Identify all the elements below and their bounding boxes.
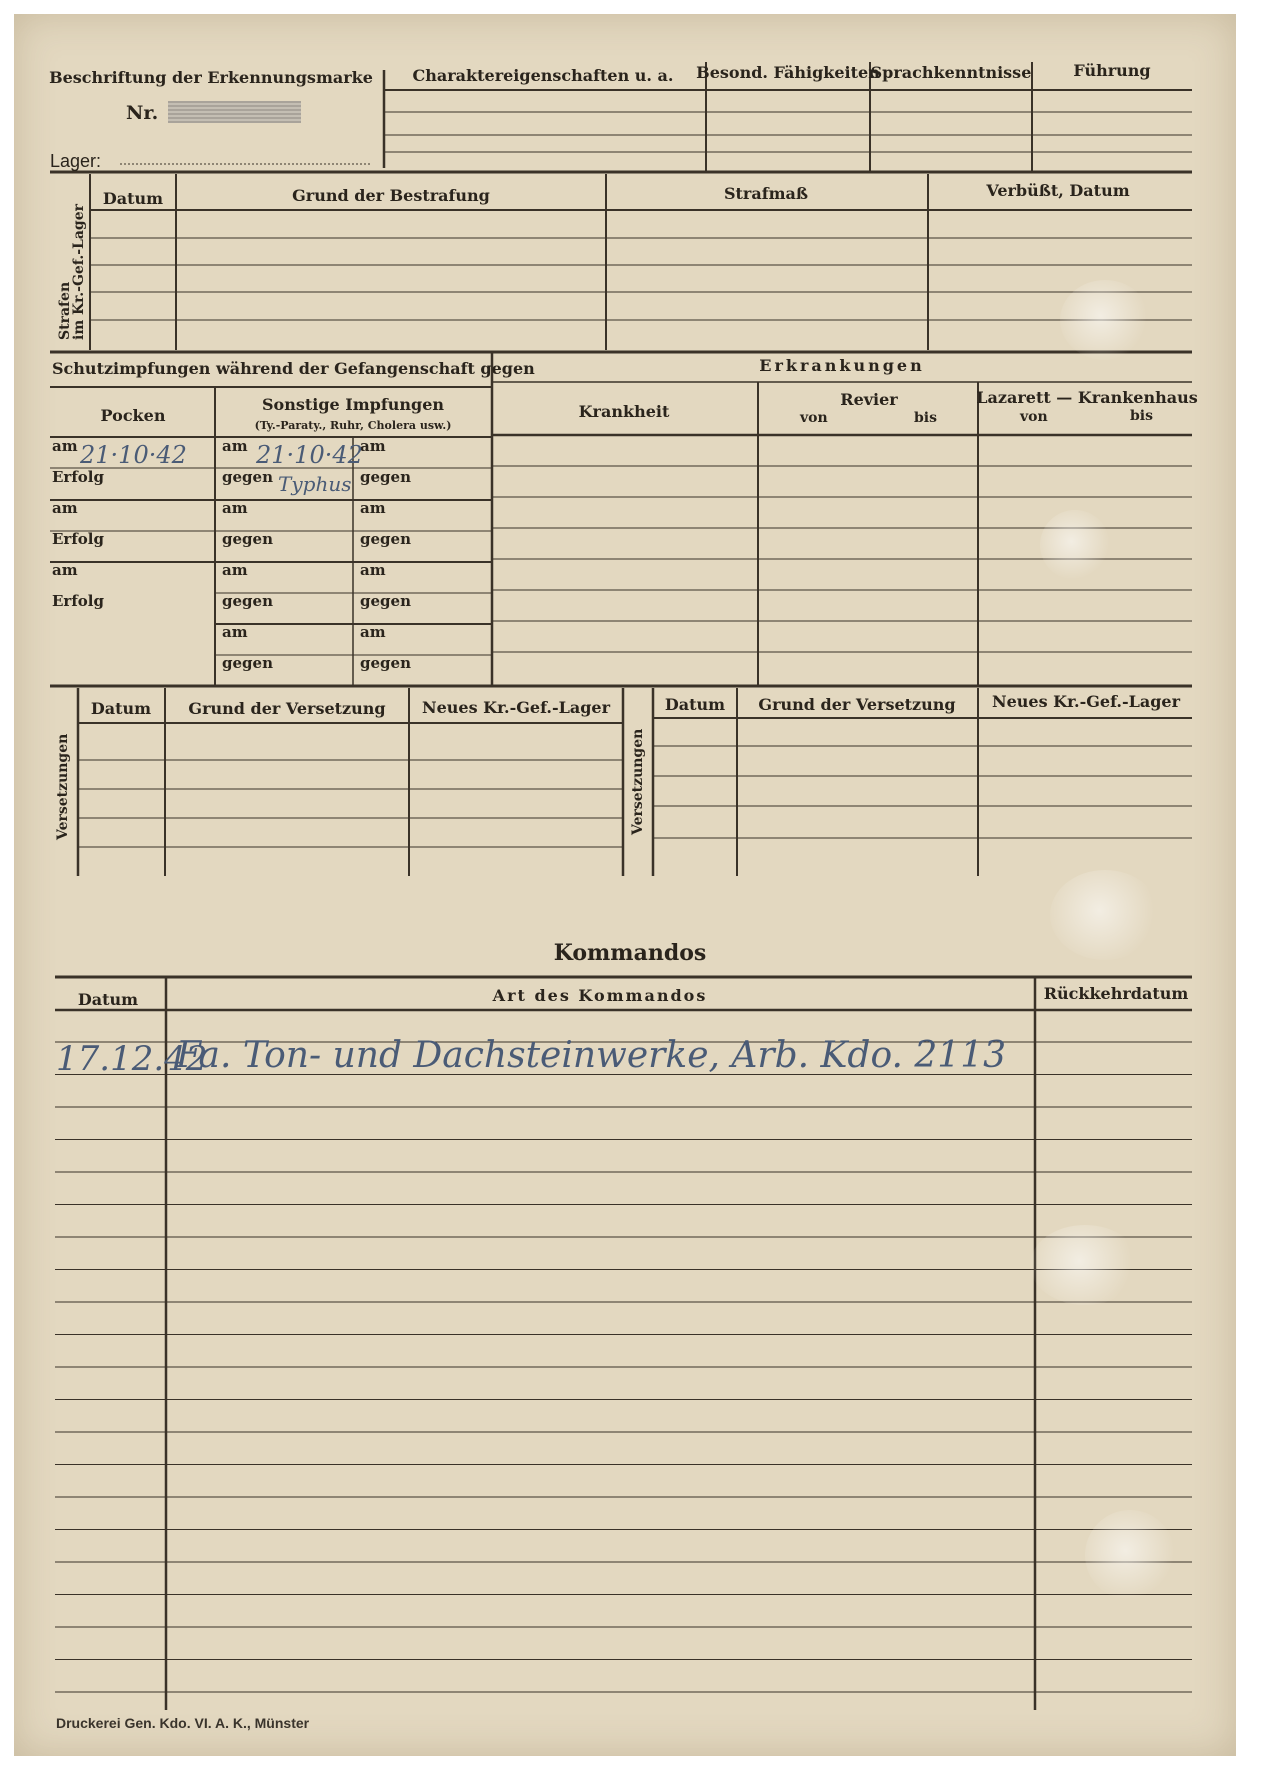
vaccination-success-label: Erfolg — [52, 468, 104, 486]
crease-dent — [1040, 510, 1110, 580]
commando-type-handwritten: Fa. Ton- und Dachsteinwerke, Arb. Kdo. 2113 — [176, 1035, 1007, 1076]
transfer-date-heading-right: Datum — [664, 695, 726, 714]
commandos-title: Kommandos — [553, 940, 707, 966]
vaccination-success-label: Erfolg — [52, 530, 104, 548]
conduct-heading: Führung — [1073, 61, 1151, 80]
tag-number-label: Nr. — [126, 102, 159, 124]
printer-imprint: Druckerei Gen. Kdo. VI. A. K., Münster — [56, 1715, 310, 1731]
vaccination-against-label: gegen — [360, 468, 411, 486]
hospital-heading: Lazarett — Krankenhaus — [976, 388, 1198, 407]
transfer-reason-heading-right: Grund der Versetzung — [758, 695, 956, 714]
sickbay-heading: Revier — [840, 390, 898, 409]
hospital-to: bis — [1130, 408, 1153, 424]
vaccination-against-label: gegen — [360, 654, 411, 672]
vaccinations-heading: Schutzimpfungen während der Gefangenschaft gegen — [52, 359, 535, 378]
transfer-new-camp-heading-right: Neues Kr.-Gef.-Lager — [991, 692, 1181, 711]
other-vaccination-date-handwritten: 21·10·42 — [256, 441, 363, 469]
other-vaccination-against-handwritten: Typhus — [278, 472, 352, 496]
languages-heading: Sprachkenntnisse — [870, 63, 1032, 82]
sickbay-from: von — [800, 410, 828, 426]
redacted-number — [168, 101, 301, 123]
vaccination-am-label: am — [222, 499, 248, 517]
sickbay-to: bis — [914, 410, 937, 426]
vaccination-against-label: gegen — [360, 530, 411, 548]
transfers-side-label-right: Versetzungen — [630, 728, 646, 835]
punishment-reason-heading: Grund der Bestrafung — [292, 186, 490, 205]
tag-inscription-heading: Beschriftung der Erkennungsmarke — [49, 68, 373, 87]
crease-dent — [1060, 280, 1150, 360]
transfer-date-heading-left: Datum — [90, 699, 152, 718]
vaccination-am-label: am — [360, 561, 386, 579]
crease-dent — [1085, 1510, 1175, 1600]
vaccination-against-label: gegen — [222, 592, 273, 610]
vaccination-against-label: gegen — [360, 592, 411, 610]
vaccination-against-label: gegen — [222, 654, 273, 672]
vaccination-am-label: am — [222, 623, 248, 641]
vaccination-am-label: am — [52, 561, 78, 579]
vaccination-am-label: am — [52, 499, 78, 517]
punishment-date-heading: Datum — [102, 189, 164, 208]
commando-type-heading: Art des Kommandos — [492, 986, 708, 1005]
skills-heading: Besond. Fähigkeiten — [696, 63, 880, 82]
commando-date-heading: Datum — [77, 990, 139, 1009]
vaccination-am-label: am — [222, 437, 248, 455]
crease-dent — [1050, 870, 1160, 960]
other-vaccinations-subheading: (Ty.-Paraty., Ruhr, Cholera usw.) — [254, 419, 452, 432]
vaccination-against-label: gegen — [222, 530, 273, 548]
vaccination-success-label: Erfolg — [52, 592, 104, 610]
transfer-reason-heading-left: Grund der Versetzung — [188, 699, 386, 718]
commando-return-heading: Rückkehrdatum — [1043, 984, 1189, 1003]
vaccination-am-label: am — [360, 499, 386, 517]
vaccination-against-label: gegen — [222, 468, 273, 486]
punishment-measure-heading: Strafmaß — [723, 184, 809, 203]
punishments-side-label: Strafen im Kr.-Gef.-Lager — [57, 203, 87, 340]
smallpox-heading: Pocken — [100, 406, 166, 425]
hospital-from: von — [1020, 409, 1048, 425]
character-heading: Charaktereigenschaften u. a. — [412, 66, 674, 85]
transfer-new-camp-heading-left: Neues Kr.-Gef.-Lager — [421, 698, 611, 717]
smallpox-date-handwritten: 21·10·42 — [80, 441, 187, 469]
illness-heading: Krankheit — [578, 402, 670, 421]
illnesses-heading: Erkrankungen — [759, 356, 925, 375]
vaccination-am-label: am — [222, 561, 248, 579]
other-vaccinations-heading: Sonstige Impfungen — [261, 395, 445, 414]
transfers-side-label-left: Versetzungen — [55, 733, 71, 840]
camp-label: Lager: — [50, 151, 102, 171]
punishment-served-heading: Verbüßt, Datum — [986, 181, 1130, 200]
vaccination-am-label: am — [52, 437, 78, 455]
commando-date-handwritten: 17.12.42 — [56, 1039, 208, 1079]
vaccination-am-label: am — [360, 437, 386, 455]
crease-dent — [1030, 1225, 1140, 1305]
vaccination-am-label: am — [360, 623, 386, 641]
